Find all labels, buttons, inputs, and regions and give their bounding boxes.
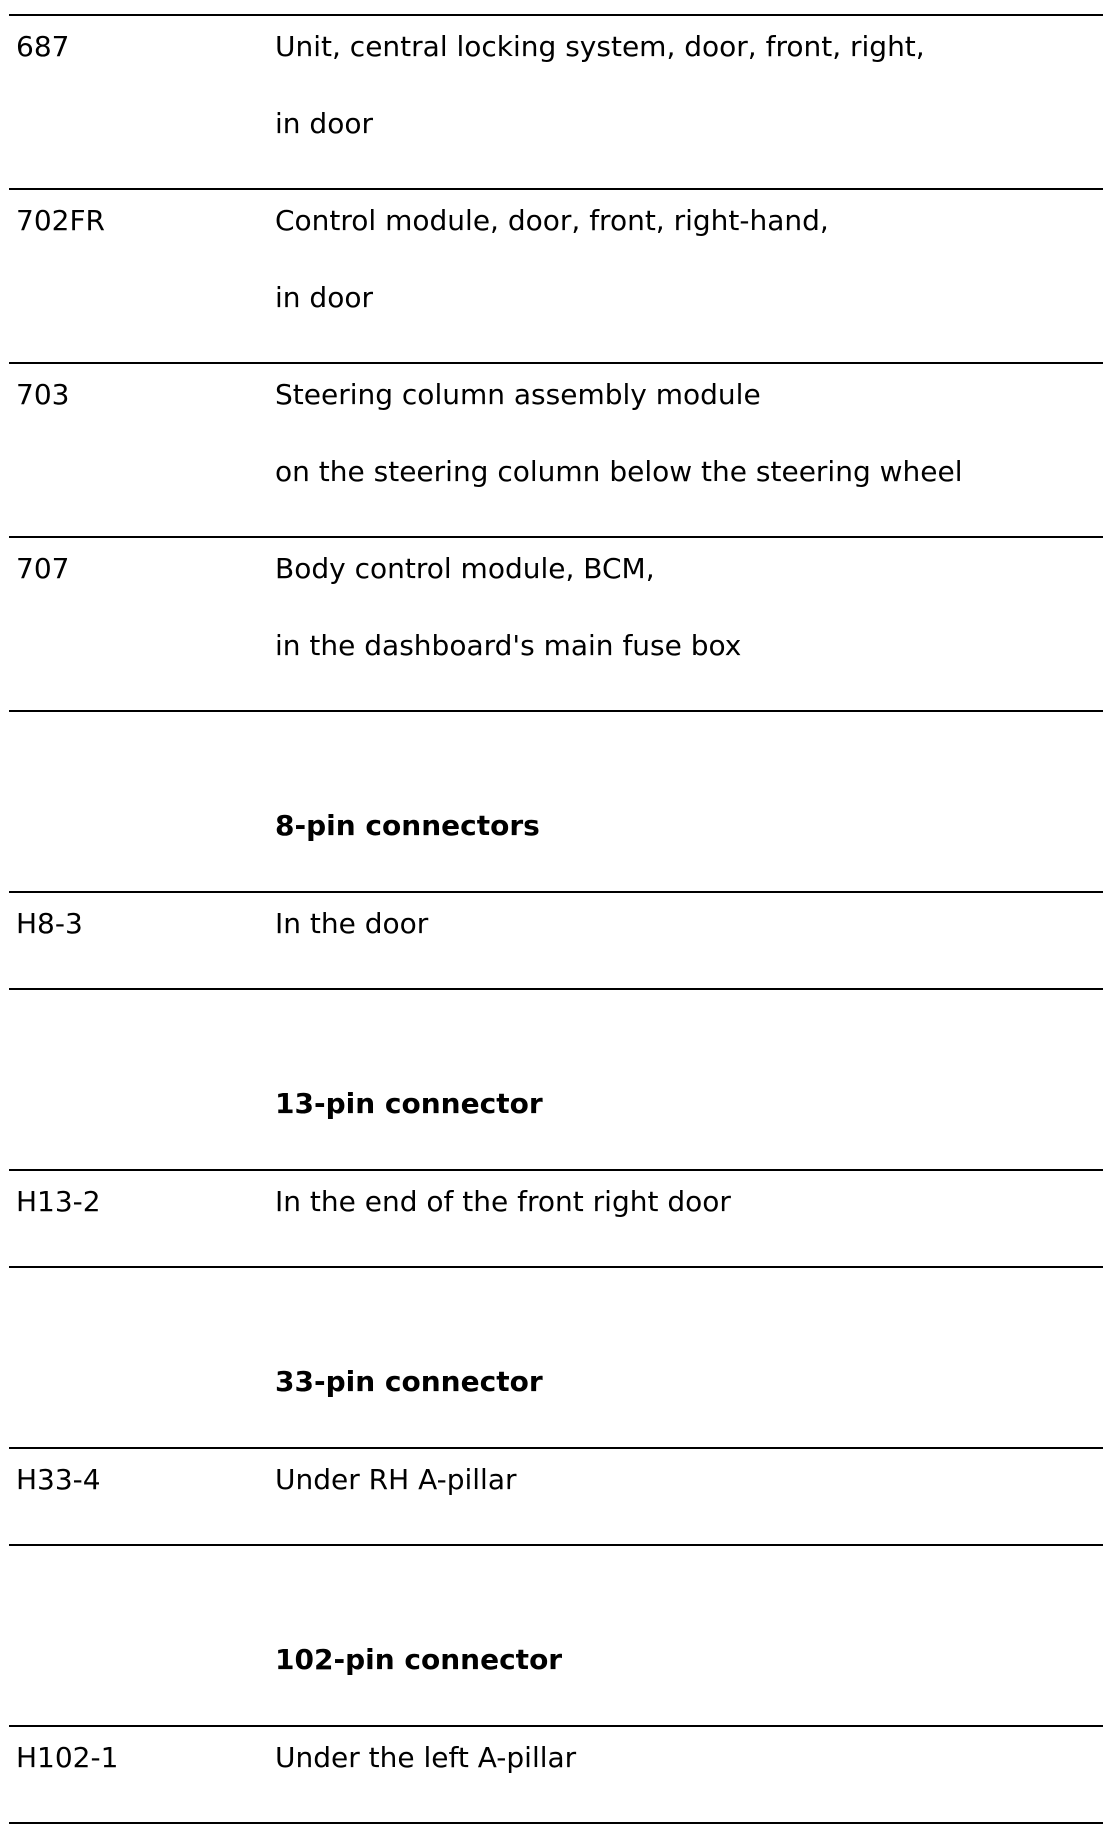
component-code: 687 [16, 30, 70, 63]
connector-location: Under RH A-pillar [275, 1463, 517, 1496]
component-description [275, 364, 1103, 486]
table-row-h33-4 [9, 1449, 1103, 1544]
component-location: in the dashboard's main fuse box [275, 629, 742, 662]
connector-code: H102-1 [16, 1741, 119, 1774]
connector-location: In the door [275, 907, 429, 940]
table-row-h102-1 [9, 1727, 1103, 1822]
connector-location: Under the left A-pillar [275, 1741, 577, 1774]
table-row-687 [9, 16, 1103, 188]
connector-code: H33-4 [16, 1463, 101, 1496]
component-code: 703 [16, 378, 70, 411]
component-name: Body control module, BCM, [275, 552, 655, 585]
section-header-102-pin [9, 1546, 1103, 1725]
section-title: 13-pin connector [275, 1087, 543, 1120]
component-name: Unit, central locking system, door, front, right, [275, 30, 925, 63]
section-header-13-pin [9, 990, 1103, 1169]
component-location: in door [275, 107, 373, 140]
component-description [275, 16, 1103, 138]
connector-code: H8-3 [16, 907, 83, 940]
section-title: 8-pin connectors [275, 809, 540, 842]
component-code: 707 [16, 552, 70, 585]
component-name: Control module, door, front, right-hand, [275, 204, 829, 237]
component-name: Steering column assembly module [275, 378, 761, 411]
component-description [275, 190, 1103, 312]
section-header-8-pin [9, 712, 1103, 891]
table-row-h8-3 [9, 893, 1103, 988]
connector-location: In the end of the front right door [275, 1185, 731, 1218]
section-title: 33-pin connector [275, 1365, 543, 1398]
section-header-33-pin [9, 1268, 1103, 1447]
component-description [275, 538, 1103, 660]
table-row-707 [9, 538, 1103, 710]
section-title: 102-pin connector [275, 1643, 563, 1676]
component-location-table [9, 14, 1103, 1824]
table-row-703 [9, 364, 1103, 536]
component-location: on the steering column below the steering wheel [275, 455, 963, 488]
connector-code: H13-2 [16, 1185, 101, 1218]
table-row-h13-2 [9, 1171, 1103, 1266]
component-code: 702FR [16, 204, 106, 237]
component-location: in door [275, 281, 373, 314]
table-row-702fr [9, 190, 1103, 362]
